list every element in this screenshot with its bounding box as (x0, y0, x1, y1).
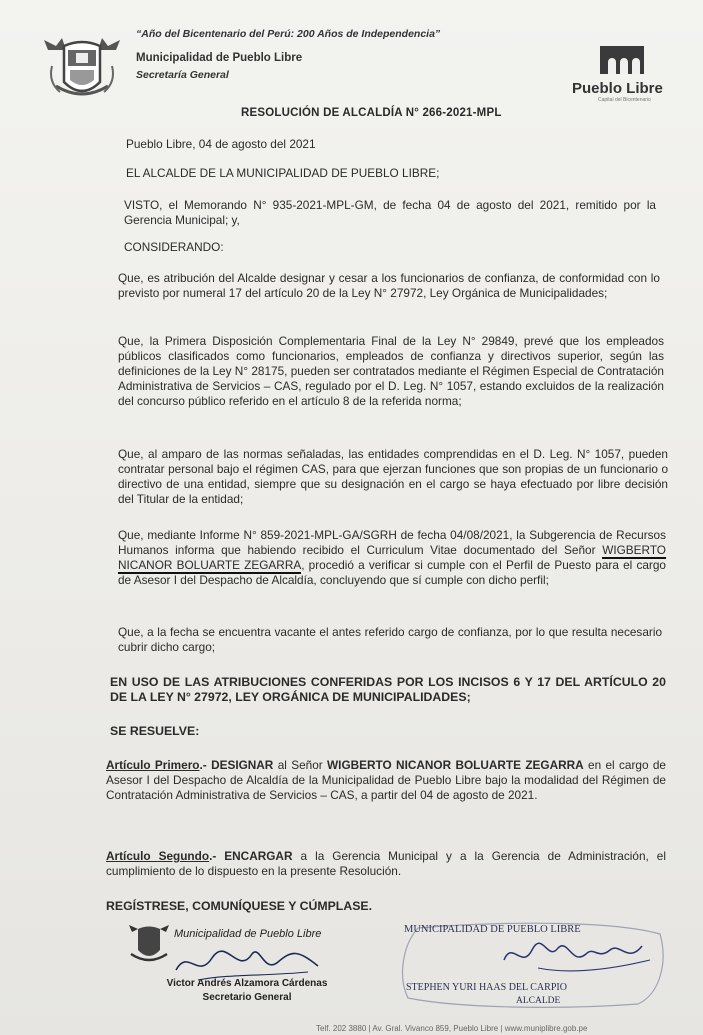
page-footer: Telf. 202 3880 | Av. Gral. Vivanco 859, Pueblo Libre | www.muniplibre.gob.pe (316, 1024, 588, 1033)
appointee-name-underlined: WIGBERTO NICANOR BOLUARTE ZEGARRA (118, 543, 666, 572)
article-first-mid: al Señor (273, 758, 328, 772)
se-resuelve-heading: SE RESUELVE: (110, 724, 200, 738)
secretary-signature-block (128, 920, 368, 1006)
article-first-verb: DESIGNAR (211, 758, 274, 772)
considerando-paragraph-3: Que, al amparo de las normas señaladas, las entidades comprendidas en el D. Leg. N° 1057, pueden contratar personal bajo el régimen CAS, para que ejerzan funciones que son propias de un funcionario o directivo de una entidad, siempre que su designación en el cargo se haya efectuado por libre decisión del Titular de la entidad; (118, 447, 668, 506)
considerando-heading: CONSIDERANDO: (124, 240, 224, 254)
visto-paragraph: VISTO, el Memorando N° 935-2021-MPL-GM, de fecha 04 de agosto del 2021, remitido por la Gerencia Municipal; y, (124, 198, 656, 227)
logo-text: Pueblo Libre (572, 80, 663, 97)
resolution-title: RESOLUCIÓN DE ALCALDÍA N° 266-2021-MPL (241, 107, 502, 119)
article-second-sep: .- (209, 849, 225, 863)
considerando-paragraph-2: Que, la Primera Disposición Complementaria Final de la Ley N° 29849, prevé que los empleados públicos clasificados como funcionarios, empleados de confianza y directivos superior, según las definiciones de la Ley N° 28175, pueden ser contratados mediante el Régimen Especial de Contratación Administrativa de Servicios – CAS, regulado por el D. Leg. N° 1057, estando excluidos de la realización del concurso público referido en el artículo 8 de la referida norma; (118, 334, 664, 408)
logo-subtext: Capital del Bicentenario (598, 97, 651, 103)
article-second-verb: ENCARGAR (224, 849, 293, 863)
mayor-signature-block (398, 918, 668, 1010)
year-motto: “Año del Bicentenario del Perú: 200 Años de Independencia” (136, 28, 441, 40)
article-first-rest: en el cargo de Asesor I del Despacho de Alcaldía de la Municipalidad de Pueblo Libre bajo la modalidad del Régimen de Contratación Administrativa de Servicios – CAS, a partir del 04 de agosto de 2021. (106, 758, 666, 802)
article-second (106, 849, 666, 879)
article-second-rest: a la Gerencia Municipal y a la Gerencia de Administración, el cumplimiento de lo dispuesto en la presente Resolución. (106, 849, 666, 878)
crest-stamp-icon (128, 924, 170, 964)
closing-formula: REGÍSTRESE, COMUNÍQUESE Y CÚMPLASE. (106, 899, 373, 913)
article-first-name: WIGBERTO NICANOR BOLUARTE ZEGARRA (327, 758, 584, 772)
secretary-name: Victor Andrés Alzamora Cárdenas (166, 978, 328, 989)
secretary-stamp-text: Municipalidad de Pueblo Libre (174, 928, 322, 940)
article-first (106, 758, 666, 803)
municipality-name: Municipalidad de Pueblo Libre (136, 52, 303, 64)
addressee: EL ALCALDE DE LA MUNICIPALIDAD DE PUEBLO LIBRE; (126, 166, 440, 180)
place-date: Pueblo Libre, 04 de agosto del 2021 (126, 137, 316, 151)
paragraph-4-start: Que, mediante Informe N° 859-2021-MPL-GA/SGRH de fecha 04/08/2021, la Subgerencia de Recursos Humanos informa que habiendo recibido el Curriculum Vitae documentado del Señor (118, 528, 666, 557)
mayor-role: ALCALDE (516, 996, 561, 1006)
municipal-crest-icon (42, 36, 122, 104)
uso-atribuciones: EN USO DE LAS ATRIBUCIONES CONFERIDAS POR LOS INCISOS 6 Y 17 DEL ARTÍCULO 20 DE LA LEY N° 27972, LEY ORGÁNICA DE MUNICIPALIDADES; (110, 675, 666, 704)
considerando-paragraph-1: Que, es atribución del Alcalde designar y cesar a los funcionarios de confianza, de conformidad con lo previsto por numeral 17 del artículo 20 de la Ley N° 27972, Ley Orgánica de Municipalidades; (118, 271, 660, 300)
mayor-handwritten-signature (498, 930, 658, 978)
considerando-paragraph-4 (118, 528, 666, 588)
office-name: Secretaría General (136, 69, 229, 81)
mayor-stamp-text: MUNICIPALIDAD DE PUEBLO LIBRE (404, 924, 581, 935)
article-first-sep: .- (199, 758, 212, 772)
paragraph-4-end: , procedió a verificar si cumple con el Perfil de Puesto para el cargo de Asesor I del Despacho de Alcaldía, concluyendo que sí cumple con dicho perfil; (118, 558, 666, 587)
secretary-role: Secretario General (202, 992, 292, 1003)
article-second-label: Artículo Segundo (106, 849, 210, 863)
mayor-name: STEPHEN YURI HAAS DEL CARPIO (406, 982, 567, 993)
considerando-paragraph-5: Que, a la fecha se encuentra vacante el antes referido cargo de confianza, por lo que resulta necesario cubrir dicho cargo; (118, 625, 662, 654)
article-first-label: Artículo Primero (106, 758, 200, 772)
